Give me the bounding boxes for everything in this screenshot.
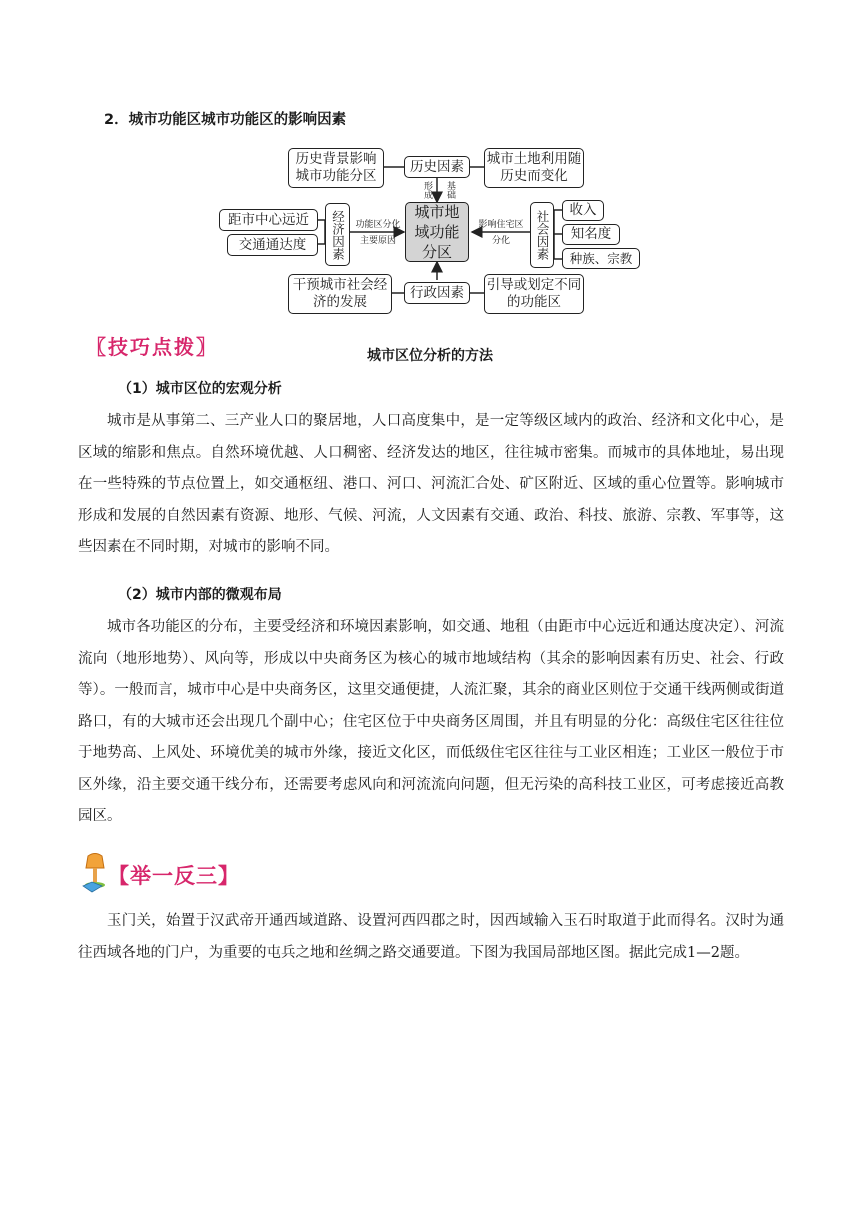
factor-diagram bbox=[0, 140, 860, 320]
paragraph-macro: 城市是从事第二、三产业人口的聚居地，人口高度集中，是一定等级区域内的政治、经济和文化中心，是区域的缩影和焦点。自然环境优越、人口稠密、经济发达的地区，往往城市密集。而城市的具体地址，易出现在一些特殊的节点位置上，如交通枢纽、港口、河口、河流汇合处、矿区附近、区域的重心位置等。影响城市形成和发展的自然因素有资源、地形、气候、河流，人文因素有交通、政治、科技、旅游、宗教、军事等，这些因素在不同时期，对城市的影响不同。 bbox=[78, 413, 784, 555]
label-main-reason: 主要原因 bbox=[359, 236, 396, 246]
economic-factor-box: 经济因素 bbox=[325, 203, 350, 266]
tips-badge: 〖技巧点拨〗 bbox=[86, 334, 218, 359]
reputation-box: 知名度 bbox=[562, 224, 620, 245]
section-heading: 2．城市功能区城市功能区的影响因素 bbox=[104, 112, 347, 128]
land-use-box: 城市土地利用随历史而变化 bbox=[484, 148, 584, 188]
subheading-micro: （2）城市内部的微观布局 bbox=[118, 587, 282, 603]
section-title: 城市区位分析的方法 bbox=[367, 348, 493, 364]
history-factor-box: 历史因素 bbox=[404, 156, 470, 178]
label-function-division: 功能区分化 bbox=[355, 220, 401, 230]
lamp-icon bbox=[80, 852, 110, 894]
label-basis: 基础 bbox=[445, 181, 455, 199]
paragraph-question: 玉门关，始置于汉武帝开通西域道路、设置河西四郡之时，因西域输入玉石时取道于此而得名。汉时为通往西域各地的门户，为重要的屯兵之地和丝绸之路交通要道。下图为我国局部地区图。据此完成1—2题。 bbox=[78, 913, 784, 961]
urban-function-zoning-box: 城市地域功能分区 bbox=[405, 202, 469, 262]
income-box: 收入 bbox=[562, 200, 604, 221]
practice-badge: 【举一反三】 bbox=[108, 864, 240, 888]
accessibility-box: 交通通达度 bbox=[227, 234, 318, 256]
label-division: 分化 bbox=[491, 236, 510, 246]
intervene-development-box: 干预城市社会经济的发展 bbox=[288, 274, 392, 314]
paragraph-micro: 城市各功能区的分布，主要受经济和环境因素影响，如交通、地租（由距市中心远近和通达度决定）、河流流向（地形地势）、风向等，形成以中央商务区为核心的城市地域结构（其余的影响因素有历史、社会、行政等）。一般而言，城市中心是中央商务区，这里交通便捷，人流汇聚，其余的商业区则位于交通干线两侧或街道路口，有的大城市还会出现几个副中心；住宅区位于中央商务区周围，并且有明显的分化：高级住宅区往往位于地势高、上风处、环境优美的城市外缘，接近文化区，而低级住宅区往往与工业区相连；工业区一般位于市区外缘，沿主要交通干线分布，还需要考虑风向和河流流向问题，但无污染的高科技工业区，可考虑接近高教园区。 bbox=[78, 619, 784, 824]
admin-factor-box: 行政因素 bbox=[404, 282, 470, 304]
subheading-macro: （1）城市区位的宏观分析 bbox=[118, 381, 282, 397]
history-background-box: 历史背景影响城市功能分区 bbox=[288, 148, 384, 188]
label-form: 形成 bbox=[422, 181, 432, 199]
label-affect-residential: 影响住宅区 bbox=[478, 220, 524, 230]
social-factor-box: 社会因素 bbox=[530, 202, 554, 268]
race-religion-box: 种族、宗教 bbox=[562, 248, 640, 269]
distance-box: 距市中心远近 bbox=[219, 209, 318, 231]
guide-zones-box: 引导或划定不同的功能区 bbox=[484, 274, 584, 314]
